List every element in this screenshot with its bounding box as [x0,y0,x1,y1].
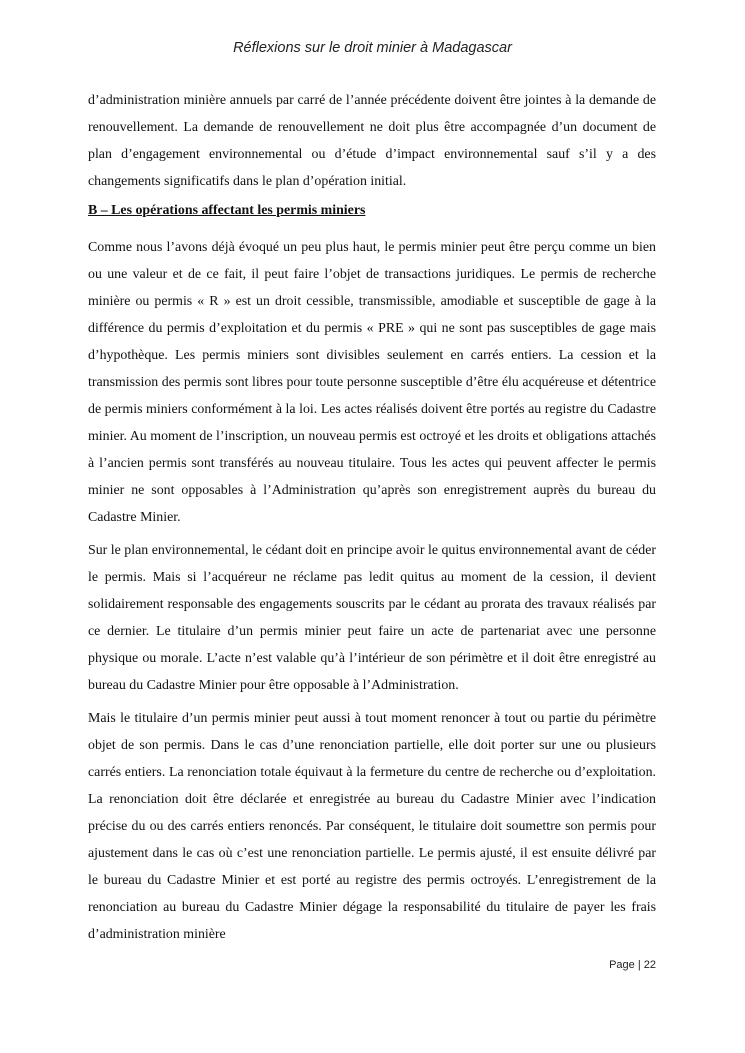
paragraph: Comme nous l’avons déjà évoqué un peu plus haut, le permis minier peut être perçu comme un bien ou une valeur et de ce fait, il peut faire l’objet de transactions juridiques. Le permis de recherche minière ou permis « R » est un droit cessible, transmissible, amodiable et susceptible de gage à la différence du permis d’exploitation et du permis « PRE » qui ne sont pas susceptibles de gage mais d’hypothèque. Les permis miniers sont divisibles seulement en carrés entiers. La cession et la transmission des permis sont libres pour toute personne susceptible d’être élu acquéreuse et détentrice de permis miniers conformément à la loi. Les actes réalisés doivent être portés au registre du Cadastre minier. Au moment de l’inscription, un nouveau permis est octroyé et les droits et obligations attachés à l’ancien permis sont transférés au nouveau titulaire. Tous les actes qui peuvent affecter le permis minier ne sont opposables à l’Administration qu’après son enregistrement auprès du bureau du Cadastre Minier. [88,240,656,525]
paragraph: Sur le plan environnemental, le cédant doit en principe avoir le quitus environnemental avant de céder le permis. Mais si l’acquéreur ne réclame pas ledit quitus au moment de la cession, il devient solidairement responsable des engagements souscrits par le cédant au prorata des travaux réalisés par ce dernier. Le titulaire d’un permis minier peut faire un acte de partenariat avec une personne physique ou morale. L’acte n’est valable qu’à l’intérieur de son périmètre et il doit être enregistré au bureau du Cadastre Minier pour être opposable à l’Administration. [88,543,656,693]
page-number: Page | 22 [609,959,656,971]
section-heading: B – Les opérations affectant les permis miniers [88,203,366,218]
paragraph: d’administration minière annuels par carré de l’année précédente doivent être jointes à la demande de renouvellement. La demande de renouvellement ne doit plus être accompagnée d’un document de plan d’engagement environnemental ou d’étude d’impact environnemental sauf s’il y a des changements significatifs dans le plan d’opération initial. [88,93,656,189]
paragraph: Mais le titulaire d’un permis minier peut aussi à tout moment renoncer à tout ou partie du périmètre objet de son permis. Dans le cas d’une renonciation partielle, elle doit porter sur une ou plusieurs carrés entiers. La renonciation totale équivaut à la fermeture du centre de recherche ou d’exploitation. La renonciation doit être déclarée et enregistrée au bureau du Cadastre Minier avec l’indication précise du ou des carrés entiers renoncés. Par conséquent, le titulaire doit soumettre son permis pour ajustement dans le cas où c’est une renonciation partielle. Le permis ajusté, il est ensuite délivré par le bureau du Cadastre Minier et est porté au registre des permis octroyés. L’enregistrement de la renonciation au bureau du Cadastre Minier dégage la responsabilité du titulaire de payer les frais d’administration minière [88,711,656,942]
page-body [88,87,656,954]
running-header: Réflexions sur le droit minier à Madagascar [233,40,512,56]
